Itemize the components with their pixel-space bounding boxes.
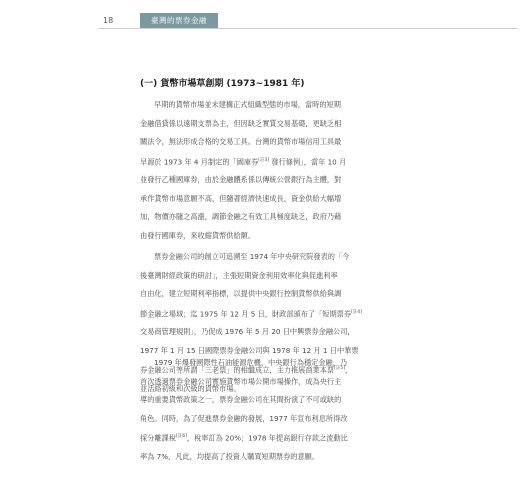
paragraph-line bbox=[140, 152, 402, 172]
paragraph-line: 並發行乙種國庫券，由於金融體系係以傳統公營銀行為主體，對 bbox=[140, 175, 342, 185]
paragraph-line: 並活絡初級和次級的貨幣市場。 bbox=[140, 384, 241, 394]
line-text: 採分離課稅 bbox=[140, 433, 176, 443]
footnote-ref: [註6] bbox=[175, 434, 187, 439]
paragraph-line bbox=[140, 304, 402, 324]
paragraph-line: 加，物價亦隨之高漲，調節金融之有效工具極度缺乏，政府乃藉 bbox=[140, 212, 342, 222]
footnote-ref: [註4] bbox=[351, 309, 362, 315]
section-title: (一) 貨幣市場草創期 (1973~1981 年) bbox=[140, 79, 305, 89]
paragraph-line: 率為 7%，凡此，均提高了投資人購買短期票券的意願。 bbox=[140, 451, 320, 461]
line-text: ， bbox=[344, 365, 353, 375]
line-text: 早源於 1973 年 4 月制定的「國庫券 bbox=[140, 156, 259, 166]
paragraph-line: 導的重要貨幣政策之一，票券金融公司在其間扮演了不可或缺的 bbox=[140, 395, 342, 404]
paragraph-3 bbox=[140, 354, 402, 466]
paragraph-line: 後臺灣財經政策的研討」，主張短期資金利用效率化與促進利率 bbox=[140, 270, 338, 280]
paragraph-line: 金融借貸係以遠期支票為主，但因缺乏實質交易基礎，更缺乏相 bbox=[140, 118, 342, 128]
paragraph-line: 由發行國庫券，來收縮貨幣供給額。 bbox=[140, 230, 256, 240]
paragraph-line: 角色。同時，為了促進票券金融的發展，1977 年宣布利息所得改 bbox=[140, 413, 348, 423]
line-text: ，稅率訂為 20%；1978 年提高銀行存款之流動比 bbox=[186, 433, 348, 443]
paragraph-line: 票券金融公司的創立可追溯至 1974 年中央研究院發表的「今 bbox=[154, 252, 350, 261]
paragraph-line: 關法令，無法形成合格的交易工具。台灣的貨幣市場信用工具最 bbox=[140, 137, 342, 146]
line-text: 節金融之場域；迄 1975 年 12 月 5 日，財政部頒布了「短期票券 bbox=[140, 308, 352, 318]
paragraph-1 bbox=[140, 96, 402, 245]
page-number: 18 bbox=[103, 16, 114, 25]
chapter-tab: 臺灣的票券金融 bbox=[140, 13, 218, 29]
footnote-ref: [註5] bbox=[334, 366, 345, 372]
paragraph-line: 1979 年爆發國際性石油能源危機，中央銀行為穩定金融，乃 bbox=[154, 358, 348, 367]
paragraph-line: 早期的貨幣市場並未建構正式組織型態的市場，當時的短期 bbox=[154, 100, 341, 109]
line-text: 券金融公司等所謂「三老票」的相繼成立，主力推展商業本票 bbox=[140, 365, 335, 375]
paragraph-line: 承作貨幣市場意願不高，但隨著經濟快速成長，資金供給大幅增 bbox=[140, 193, 342, 203]
paragraph-line: 自由化，建立短期利率指標，以提供中央銀行控制貨幣供給與調 bbox=[140, 289, 342, 298]
paragraph-line bbox=[140, 428, 402, 448]
header-divider bbox=[98, 28, 518, 29]
line-text: 發行條例」，當年 10 月 bbox=[269, 156, 347, 166]
paragraph-line: 交易商管理規則」，乃促成 1976 年 5 月 20 日中興票券金融公司， bbox=[140, 327, 355, 337]
paragraph-line: 首次透過票券金融公司實施貨幣市場公開市場操作，成為央行主 bbox=[140, 376, 342, 386]
footnote-ref: [註3] bbox=[258, 157, 270, 163]
paragraph-line: 1977 年 1 月 15 日國際票券金融公司與 1978 年 12 月 1 日中華票 bbox=[140, 345, 359, 355]
